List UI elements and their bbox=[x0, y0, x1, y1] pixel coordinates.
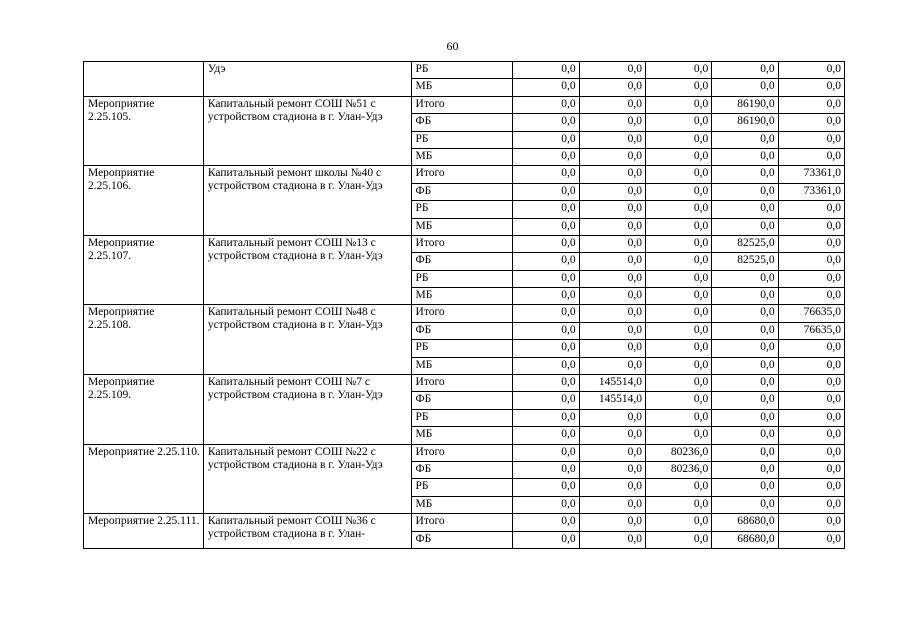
event-id-cell: Мероприятие 2.25.110. bbox=[84, 444, 204, 514]
funding-source-cell: Итого bbox=[411, 235, 513, 252]
amount-cell: 0,0 bbox=[645, 514, 711, 531]
amount-cell: 0,0 bbox=[579, 288, 645, 305]
amount-cell: 0,0 bbox=[579, 496, 645, 513]
funding-source-cell: Итого bbox=[411, 444, 513, 461]
table-row bbox=[84, 375, 845, 392]
amount-cell: 80236,0 bbox=[645, 444, 711, 461]
amount-cell: 0,0 bbox=[579, 79, 645, 96]
funding-source-cell: РБ bbox=[411, 270, 513, 287]
amount-cell: 68680,0 bbox=[712, 514, 778, 531]
amount-cell: 0,0 bbox=[712, 392, 778, 409]
amount-cell: 0,0 bbox=[645, 322, 711, 339]
amount-cell: 0,0 bbox=[712, 322, 778, 339]
amount-cell: 0,0 bbox=[579, 531, 645, 548]
amount-cell: 0,0 bbox=[645, 531, 711, 548]
funding-source-cell: МБ bbox=[411, 496, 513, 513]
amount-cell: 0,0 bbox=[579, 270, 645, 287]
funding-source-cell: РБ bbox=[411, 131, 513, 148]
event-name-cell: Капитальный ремонт СОШ №51 с устройством стадиона в г. Улан-Удэ bbox=[203, 96, 411, 166]
amount-cell: 0,0 bbox=[513, 357, 579, 374]
amount-cell: 0,0 bbox=[778, 288, 844, 305]
amount-cell: 0,0 bbox=[712, 340, 778, 357]
funding-source-cell: МБ bbox=[411, 218, 513, 235]
event-name-cell: Капитальный ремонт СОШ №36 с устройством стадиона в г. Улан- bbox=[203, 514, 411, 549]
event-id-cell: Мероприятие 2.25.109. bbox=[84, 375, 204, 445]
amount-cell: 0,0 bbox=[513, 96, 579, 113]
amount-cell: 0,0 bbox=[712, 183, 778, 200]
event-id-cell: Мероприятие 2.25.105. bbox=[84, 96, 204, 166]
event-name-cell: Капитальный ремонт СОШ №13 с устройством стадиона в г. Улан-Удэ bbox=[203, 235, 411, 305]
amount-cell: 0,0 bbox=[778, 131, 844, 148]
amount-cell: 0,0 bbox=[579, 340, 645, 357]
amount-cell: 0,0 bbox=[778, 253, 844, 270]
table-row bbox=[84, 514, 845, 531]
amount-cell: 0,0 bbox=[712, 166, 778, 183]
amount-cell: 0,0 bbox=[778, 201, 844, 218]
amount-cell: 0,0 bbox=[579, 235, 645, 252]
amount-cell: 0,0 bbox=[645, 253, 711, 270]
funding-source-cell: Итого bbox=[411, 514, 513, 531]
amount-cell: 86190,0 bbox=[712, 96, 778, 113]
amount-cell: 0,0 bbox=[712, 444, 778, 461]
funding-source-cell: ФБ bbox=[411, 183, 513, 200]
amount-cell: 0,0 bbox=[645, 375, 711, 392]
amount-cell: 0,0 bbox=[579, 357, 645, 374]
amount-cell: 0,0 bbox=[513, 305, 579, 322]
table-row bbox=[84, 235, 845, 252]
funding-source-cell: ФБ bbox=[411, 114, 513, 131]
amount-cell: 0,0 bbox=[778, 270, 844, 287]
amount-cell: 0,0 bbox=[778, 531, 844, 548]
amount-cell: 0,0 bbox=[645, 288, 711, 305]
amount-cell: 0,0 bbox=[579, 514, 645, 531]
amount-cell: 0,0 bbox=[645, 305, 711, 322]
amount-cell: 0,0 bbox=[778, 340, 844, 357]
page-number: 60 bbox=[446, 39, 459, 53]
amount-cell: 0,0 bbox=[645, 235, 711, 252]
event-id-cell: Мероприятие 2.25.108. bbox=[84, 305, 204, 375]
amount-cell: 0,0 bbox=[513, 461, 579, 478]
amount-cell: 0,0 bbox=[712, 427, 778, 444]
funding-source-cell: РБ bbox=[411, 340, 513, 357]
amount-cell: 0,0 bbox=[513, 131, 579, 148]
amount-cell: 0,0 bbox=[778, 479, 844, 496]
amount-cell: 0,0 bbox=[579, 322, 645, 339]
funding-source-cell: Итого bbox=[411, 375, 513, 392]
event-id-cell: Мероприятие 2.25.107. bbox=[84, 235, 204, 305]
amount-cell: 0,0 bbox=[579, 183, 645, 200]
funding-source-cell: ФБ bbox=[411, 392, 513, 409]
amount-cell: 0,0 bbox=[645, 270, 711, 287]
amount-cell: 0,0 bbox=[778, 392, 844, 409]
amount-cell: 0,0 bbox=[645, 166, 711, 183]
event-id-cell: Мероприятие 2.25.111. bbox=[84, 514, 204, 549]
amount-cell: 0,0 bbox=[579, 444, 645, 461]
amount-cell: 0,0 bbox=[513, 392, 579, 409]
amount-cell: 0,0 bbox=[645, 79, 711, 96]
amount-cell: 0,0 bbox=[712, 201, 778, 218]
amount-cell: 0,0 bbox=[712, 79, 778, 96]
amount-cell: 0,0 bbox=[645, 427, 711, 444]
funding-source-cell: МБ bbox=[411, 148, 513, 165]
amount-cell: 0,0 bbox=[579, 114, 645, 131]
amount-cell: 0,0 bbox=[645, 96, 711, 113]
amount-cell: 0,0 bbox=[645, 340, 711, 357]
amount-cell: 0,0 bbox=[712, 496, 778, 513]
amount-cell: 0,0 bbox=[712, 218, 778, 235]
amount-cell: 73361,0 bbox=[778, 183, 844, 200]
amount-cell: 68680,0 bbox=[712, 531, 778, 548]
funding-source-cell: РБ bbox=[411, 479, 513, 496]
amount-cell: 0,0 bbox=[778, 357, 844, 374]
amount-cell: 0,0 bbox=[645, 392, 711, 409]
amount-cell: 0,0 bbox=[712, 461, 778, 478]
amount-cell: 73361,0 bbox=[778, 166, 844, 183]
amount-cell: 0,0 bbox=[579, 218, 645, 235]
amount-cell: 0,0 bbox=[513, 340, 579, 357]
amount-cell: 0,0 bbox=[579, 409, 645, 426]
amount-cell: 0,0 bbox=[778, 96, 844, 113]
funding-source-cell: РБ bbox=[411, 409, 513, 426]
event-id-cell bbox=[84, 62, 204, 97]
amount-cell: 0,0 bbox=[513, 514, 579, 531]
amount-cell: 76635,0 bbox=[778, 305, 844, 322]
amount-cell: 0,0 bbox=[513, 235, 579, 252]
amount-cell: 0,0 bbox=[579, 461, 645, 478]
event-name-cell: Капитальный ремонт школы №40 с устройством стадиона в г. Улан-Удэ bbox=[203, 166, 411, 236]
funding-source-cell: РБ bbox=[411, 201, 513, 218]
amount-cell: 0,0 bbox=[513, 479, 579, 496]
amount-cell: 76635,0 bbox=[778, 322, 844, 339]
amount-cell: 0,0 bbox=[513, 79, 579, 96]
amount-cell: 0,0 bbox=[579, 131, 645, 148]
funding-source-cell: МБ bbox=[411, 427, 513, 444]
amount-cell: 0,0 bbox=[645, 131, 711, 148]
funding-source-cell: Итого bbox=[411, 96, 513, 113]
amount-cell: 0,0 bbox=[513, 253, 579, 270]
amount-cell: 0,0 bbox=[712, 62, 778, 79]
amount-cell: 0,0 bbox=[778, 235, 844, 252]
amount-cell: 0,0 bbox=[513, 427, 579, 444]
table-row bbox=[84, 62, 845, 79]
amount-cell: 0,0 bbox=[712, 270, 778, 287]
amount-cell: 0,0 bbox=[645, 62, 711, 79]
funding-source-cell: ФБ bbox=[411, 253, 513, 270]
amount-cell: 0,0 bbox=[712, 357, 778, 374]
amount-cell: 0,0 bbox=[513, 375, 579, 392]
table-row bbox=[84, 96, 845, 113]
event-id-cell: Мероприятие 2.25.106. bbox=[84, 166, 204, 236]
amount-cell: 0,0 bbox=[579, 479, 645, 496]
amount-cell: 0,0 bbox=[778, 514, 844, 531]
table-row bbox=[84, 305, 845, 322]
amount-cell: 0,0 bbox=[579, 166, 645, 183]
funding-source-cell: ФБ bbox=[411, 461, 513, 478]
funding-source-cell: РБ bbox=[411, 62, 513, 79]
amount-cell: 0,0 bbox=[645, 218, 711, 235]
amount-cell: 0,0 bbox=[579, 427, 645, 444]
amount-cell: 0,0 bbox=[579, 148, 645, 165]
table-row bbox=[84, 444, 845, 461]
amount-cell: 0,0 bbox=[579, 62, 645, 79]
table-row bbox=[84, 166, 845, 183]
amount-cell: 0,0 bbox=[513, 496, 579, 513]
amount-cell: 0,0 bbox=[645, 496, 711, 513]
amount-cell: 145514,0 bbox=[579, 375, 645, 392]
amount-cell: 0,0 bbox=[645, 201, 711, 218]
amount-cell: 0,0 bbox=[778, 114, 844, 131]
amount-cell: 86190,0 bbox=[712, 114, 778, 131]
amount-cell: 0,0 bbox=[712, 148, 778, 165]
amount-cell: 0,0 bbox=[579, 201, 645, 218]
amount-cell: 0,0 bbox=[712, 131, 778, 148]
amount-cell: 80236,0 bbox=[645, 461, 711, 478]
amount-cell: 0,0 bbox=[513, 531, 579, 548]
amount-cell: 0,0 bbox=[513, 409, 579, 426]
funding-source-cell: МБ bbox=[411, 288, 513, 305]
event-name-cell: Капитальный ремонт СОШ №22 с устройством стадиона в г. Улан-Удэ bbox=[203, 444, 411, 514]
amount-cell: 0,0 bbox=[778, 62, 844, 79]
amount-cell: 0,0 bbox=[579, 253, 645, 270]
funding-source-cell: ФБ bbox=[411, 322, 513, 339]
amount-cell: 0,0 bbox=[645, 479, 711, 496]
amount-cell: 0,0 bbox=[712, 375, 778, 392]
amount-cell: 0,0 bbox=[778, 375, 844, 392]
event-name-cell: Капитальный ремонт СОШ №7 с устройством стадиона в г. Улан-Удэ bbox=[203, 375, 411, 445]
amount-cell: 0,0 bbox=[645, 357, 711, 374]
amount-cell: 82525,0 bbox=[712, 253, 778, 270]
amount-cell: 0,0 bbox=[645, 183, 711, 200]
amount-cell: 0,0 bbox=[579, 305, 645, 322]
funding-table bbox=[83, 61, 845, 549]
amount-cell: 0,0 bbox=[513, 166, 579, 183]
amount-cell: 0,0 bbox=[778, 461, 844, 478]
amount-cell: 0,0 bbox=[579, 96, 645, 113]
funding-source-cell: Итого bbox=[411, 166, 513, 183]
amount-cell: 0,0 bbox=[513, 183, 579, 200]
amount-cell: 0,0 bbox=[778, 496, 844, 513]
event-name-cell: Удэ bbox=[203, 62, 411, 97]
amount-cell: 0,0 bbox=[513, 270, 579, 287]
amount-cell: 0,0 bbox=[778, 218, 844, 235]
amount-cell: 0,0 bbox=[778, 427, 844, 444]
amount-cell: 0,0 bbox=[513, 444, 579, 461]
funding-source-cell: МБ bbox=[411, 357, 513, 374]
amount-cell: 0,0 bbox=[778, 409, 844, 426]
funding-source-cell: МБ bbox=[411, 79, 513, 96]
amount-cell: 0,0 bbox=[778, 79, 844, 96]
amount-cell: 0,0 bbox=[513, 322, 579, 339]
amount-cell: 0,0 bbox=[712, 305, 778, 322]
amount-cell: 0,0 bbox=[513, 201, 579, 218]
amount-cell: 145514,0 bbox=[579, 392, 645, 409]
amount-cell: 0,0 bbox=[513, 218, 579, 235]
amount-cell: 0,0 bbox=[645, 148, 711, 165]
amount-cell: 82525,0 bbox=[712, 235, 778, 252]
amount-cell: 0,0 bbox=[513, 148, 579, 165]
amount-cell: 0,0 bbox=[513, 288, 579, 305]
amount-cell: 0,0 bbox=[712, 288, 778, 305]
amount-cell: 0,0 bbox=[513, 62, 579, 79]
funding-source-cell: Итого bbox=[411, 305, 513, 322]
amount-cell: 0,0 bbox=[778, 148, 844, 165]
amount-cell: 0,0 bbox=[645, 114, 711, 131]
funding-table-body bbox=[84, 62, 845, 549]
event-name-cell: Капитальный ремонт СОШ №48 с устройством стадиона в г. Улан-Удэ bbox=[203, 305, 411, 375]
amount-cell: 0,0 bbox=[778, 444, 844, 461]
amount-cell: 0,0 bbox=[645, 409, 711, 426]
amount-cell: 0,0 bbox=[712, 409, 778, 426]
amount-cell: 0,0 bbox=[513, 114, 579, 131]
amount-cell: 0,0 bbox=[712, 479, 778, 496]
funding-source-cell: ФБ bbox=[411, 531, 513, 548]
